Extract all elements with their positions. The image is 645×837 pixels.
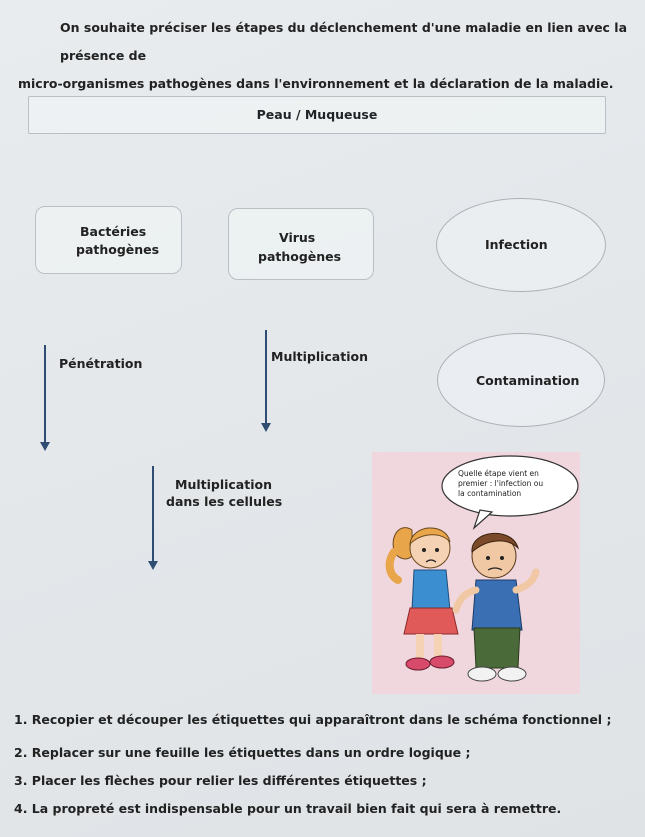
bubble-line-3: la contamination [458,489,522,498]
bacteries-text-2: pathogènes [76,242,160,257]
virus-text-1: Virus [279,230,316,245]
bubble-line-1: Quelle étape vient en [458,469,539,478]
intro-line-2: micro-organismes pathogènes dans l'environnement et la déclaration de la maladie. [18,76,614,91]
boy-character [456,533,536,681]
virus-text-2: pathogènes [258,249,342,264]
arrow-penetration [44,345,46,443]
mult-cells-text-1: Multiplication [175,477,272,492]
cartoon-drawing [372,452,580,694]
arrow-multiplication-cellules [152,466,154,562]
cartoon-illustration [372,452,580,694]
girl-character [390,528,458,670]
peau-muqueuse-label [28,96,606,134]
arrow-multiplication [265,330,267,424]
intro-text [18,14,633,98]
instruction-item-4: 4. La propreté est indispensable pour un travail bien fait qui sera à remettre. [14,801,562,816]
peau-muqueuse-text: Peau / Muqueuse [256,107,378,122]
penetration-text: Pénétration [59,356,143,371]
instruction-item-2: 2. Replacer sur une feuille les étiquettes dans un ordre logique ; [14,745,471,760]
contamination-text: Contamination [476,373,580,388]
intro-line-1: On souhaite préciser les étapes du déclenchement d'une maladie en lien avec la présence de [60,20,628,63]
mult-cells-text-2: dans les cellules [166,494,283,509]
bacteries-pathogenes-label [35,206,182,274]
infection-text: Infection [485,237,548,252]
instruction-item-3: 3. Placer les flèches pour relier les différentes étiquettes ; [14,773,427,788]
bubble-line-2: premier : l'infection ou [458,479,544,488]
bacteries-text-1: Bactéries [80,224,147,239]
multiplication-text: Multiplication [271,349,368,364]
instruction-item-1: 1. Recopier et découper les étiquettes qui apparaîtront dans le schéma fonctionnel ; [14,712,612,727]
